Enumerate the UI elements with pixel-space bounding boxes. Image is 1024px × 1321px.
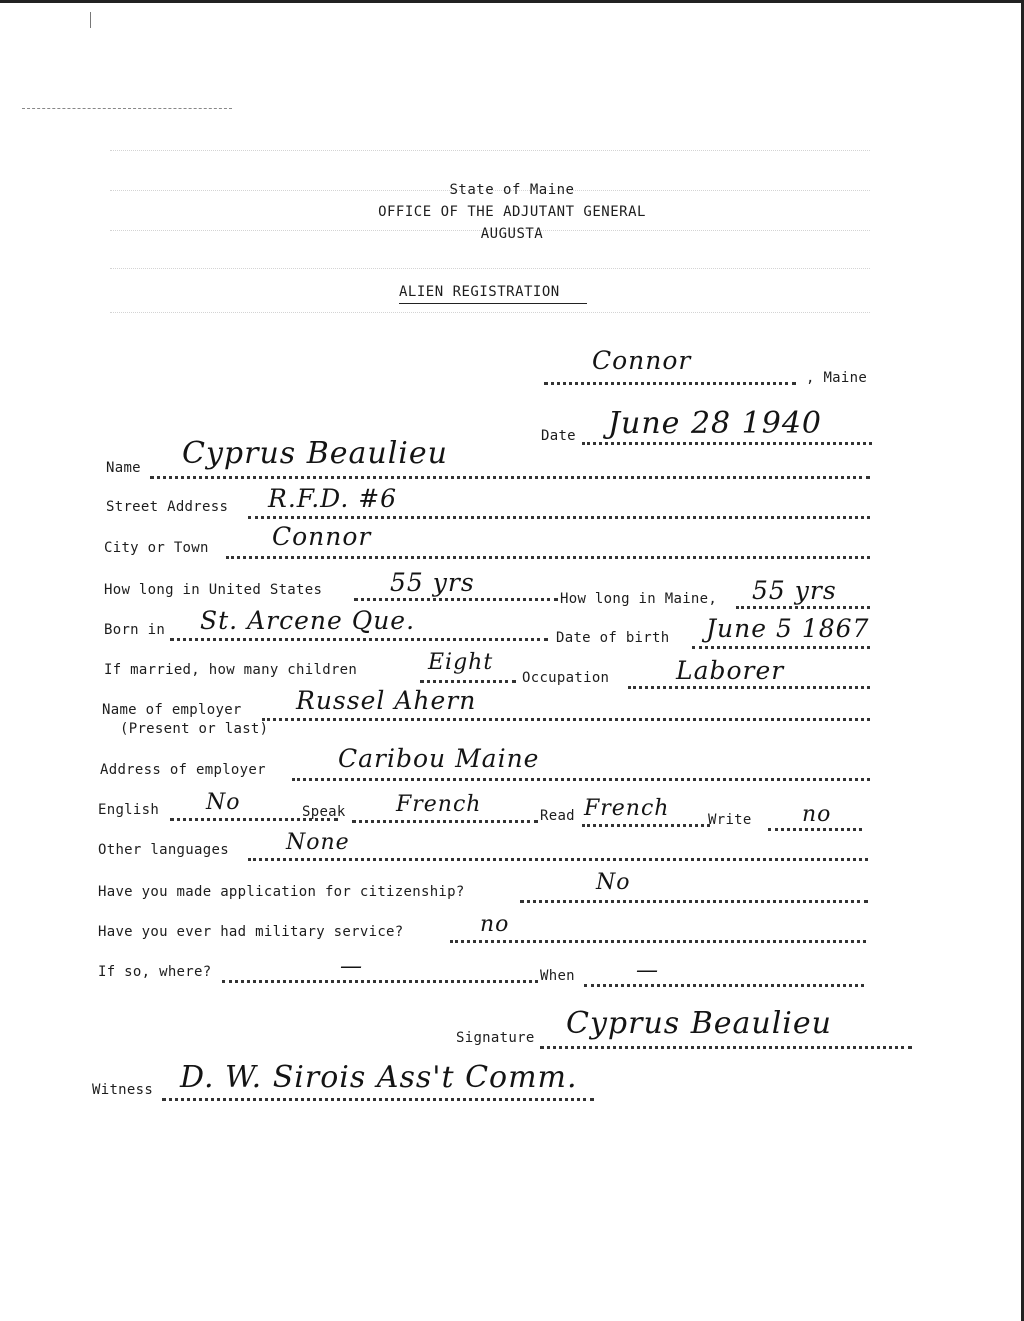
city-value: Connor <box>272 522 372 551</box>
read-line <box>582 824 710 827</box>
occupation-line <box>628 686 870 689</box>
employer-line <box>262 718 870 721</box>
if-so-where-value: — <box>340 954 363 979</box>
read-value: French <box>584 796 670 821</box>
military-value: no <box>480 912 510 937</box>
if-so-where-label: If so, where? <box>98 964 212 980</box>
born-in-line <box>170 638 548 641</box>
dob-line <box>692 646 870 649</box>
children-value: Eight <box>428 650 494 675</box>
speak-line <box>352 820 538 823</box>
if-so-where-line <box>222 980 538 983</box>
header-city: AUGUSTA <box>480 226 544 242</box>
scan-border-top <box>0 0 1024 3</box>
signature-label: Signature <box>456 1030 535 1046</box>
bleed-through-line <box>110 150 870 151</box>
employer-value: Russel Ahern <box>296 686 477 715</box>
citizenship-label: Have you made application for citizenship? <box>98 884 465 900</box>
other-languages-label: Other languages <box>98 842 229 858</box>
dob-label: Date of birth <box>556 630 670 646</box>
born-in-value: St. Arcene Que. <box>200 606 416 635</box>
employer-note: (Present or last) <box>120 721 269 737</box>
employer-address-value: Caribou Maine <box>338 744 540 773</box>
employer-address-label: Address of employer <box>100 762 266 778</box>
occupation-label: Occupation <box>522 670 610 686</box>
bleed-through-line <box>110 268 870 269</box>
children-line <box>420 680 516 683</box>
name-label: Name <box>106 460 141 476</box>
bleed-through-line <box>110 312 870 313</box>
how-long-maine-value: 55 yrs <box>752 576 837 605</box>
write-label: Write <box>708 812 752 828</box>
write-value: no <box>802 802 832 827</box>
witness-value: D. W. Sirois Ass't Comm. <box>180 1060 578 1095</box>
town-line <box>544 382 796 385</box>
employer-label: Name of employer <box>102 702 242 718</box>
date-value: June 28 1940 <box>608 406 823 441</box>
city-label: City or Town <box>104 540 209 556</box>
city-line <box>226 556 870 559</box>
signature-value: Cyprus Beaulieu <box>566 1006 832 1041</box>
speak-value: French <box>396 792 482 817</box>
write-line <box>768 828 862 831</box>
name-line <box>150 476 870 479</box>
maine-label: , Maine <box>806 370 868 386</box>
citizenship-value: No <box>596 870 631 895</box>
employer-address-line <box>292 778 870 781</box>
read-label: Read <box>540 808 575 824</box>
military-line <box>450 940 866 943</box>
how-long-us-value: 55 yrs <box>390 568 475 597</box>
other-languages-value: None <box>286 830 350 855</box>
witness-line <box>162 1098 594 1101</box>
header-office: OFFICE OF THE ADJUTANT GENERAL <box>378 204 646 220</box>
when-value: — <box>636 958 659 983</box>
military-label: Have you ever had military service? <box>98 924 404 940</box>
date-label: Date <box>541 428 576 444</box>
scan-artifact-line <box>22 108 232 109</box>
other-languages-line <box>248 858 868 861</box>
witness-label: Witness <box>92 1082 154 1098</box>
born-in-label: Born in <box>104 622 166 638</box>
how-long-us-label: How long in United States <box>104 582 323 598</box>
how-long-maine-label: How long in Maine, <box>560 591 718 607</box>
street-label: Street Address <box>106 499 229 515</box>
signature-line <box>540 1046 912 1049</box>
name-value: Cyprus Beaulieu <box>182 436 448 471</box>
how-long-us-line <box>354 598 558 601</box>
children-label: If married, how many children <box>104 662 358 678</box>
date-line <box>582 442 872 445</box>
how-long-maine-line <box>736 606 870 609</box>
english-value: No <box>206 790 241 815</box>
header-state: State of Maine <box>449 182 575 198</box>
scan-artifact-tick <box>90 12 93 28</box>
street-line <box>248 516 870 519</box>
occupation-value: Laborer <box>676 656 785 685</box>
when-label: When <box>540 968 575 984</box>
citizenship-line <box>520 900 868 903</box>
street-value: R.F.D. #6 <box>268 484 398 513</box>
english-label: English <box>98 802 160 818</box>
dob-value: June 5 1867 <box>706 614 870 643</box>
form-title: ALIEN REGISTRATION <box>399 284 560 300</box>
speak-label: Speak <box>302 804 346 820</box>
when-line <box>584 984 864 987</box>
town-value: Connor <box>592 346 692 375</box>
title-underline <box>399 303 587 304</box>
